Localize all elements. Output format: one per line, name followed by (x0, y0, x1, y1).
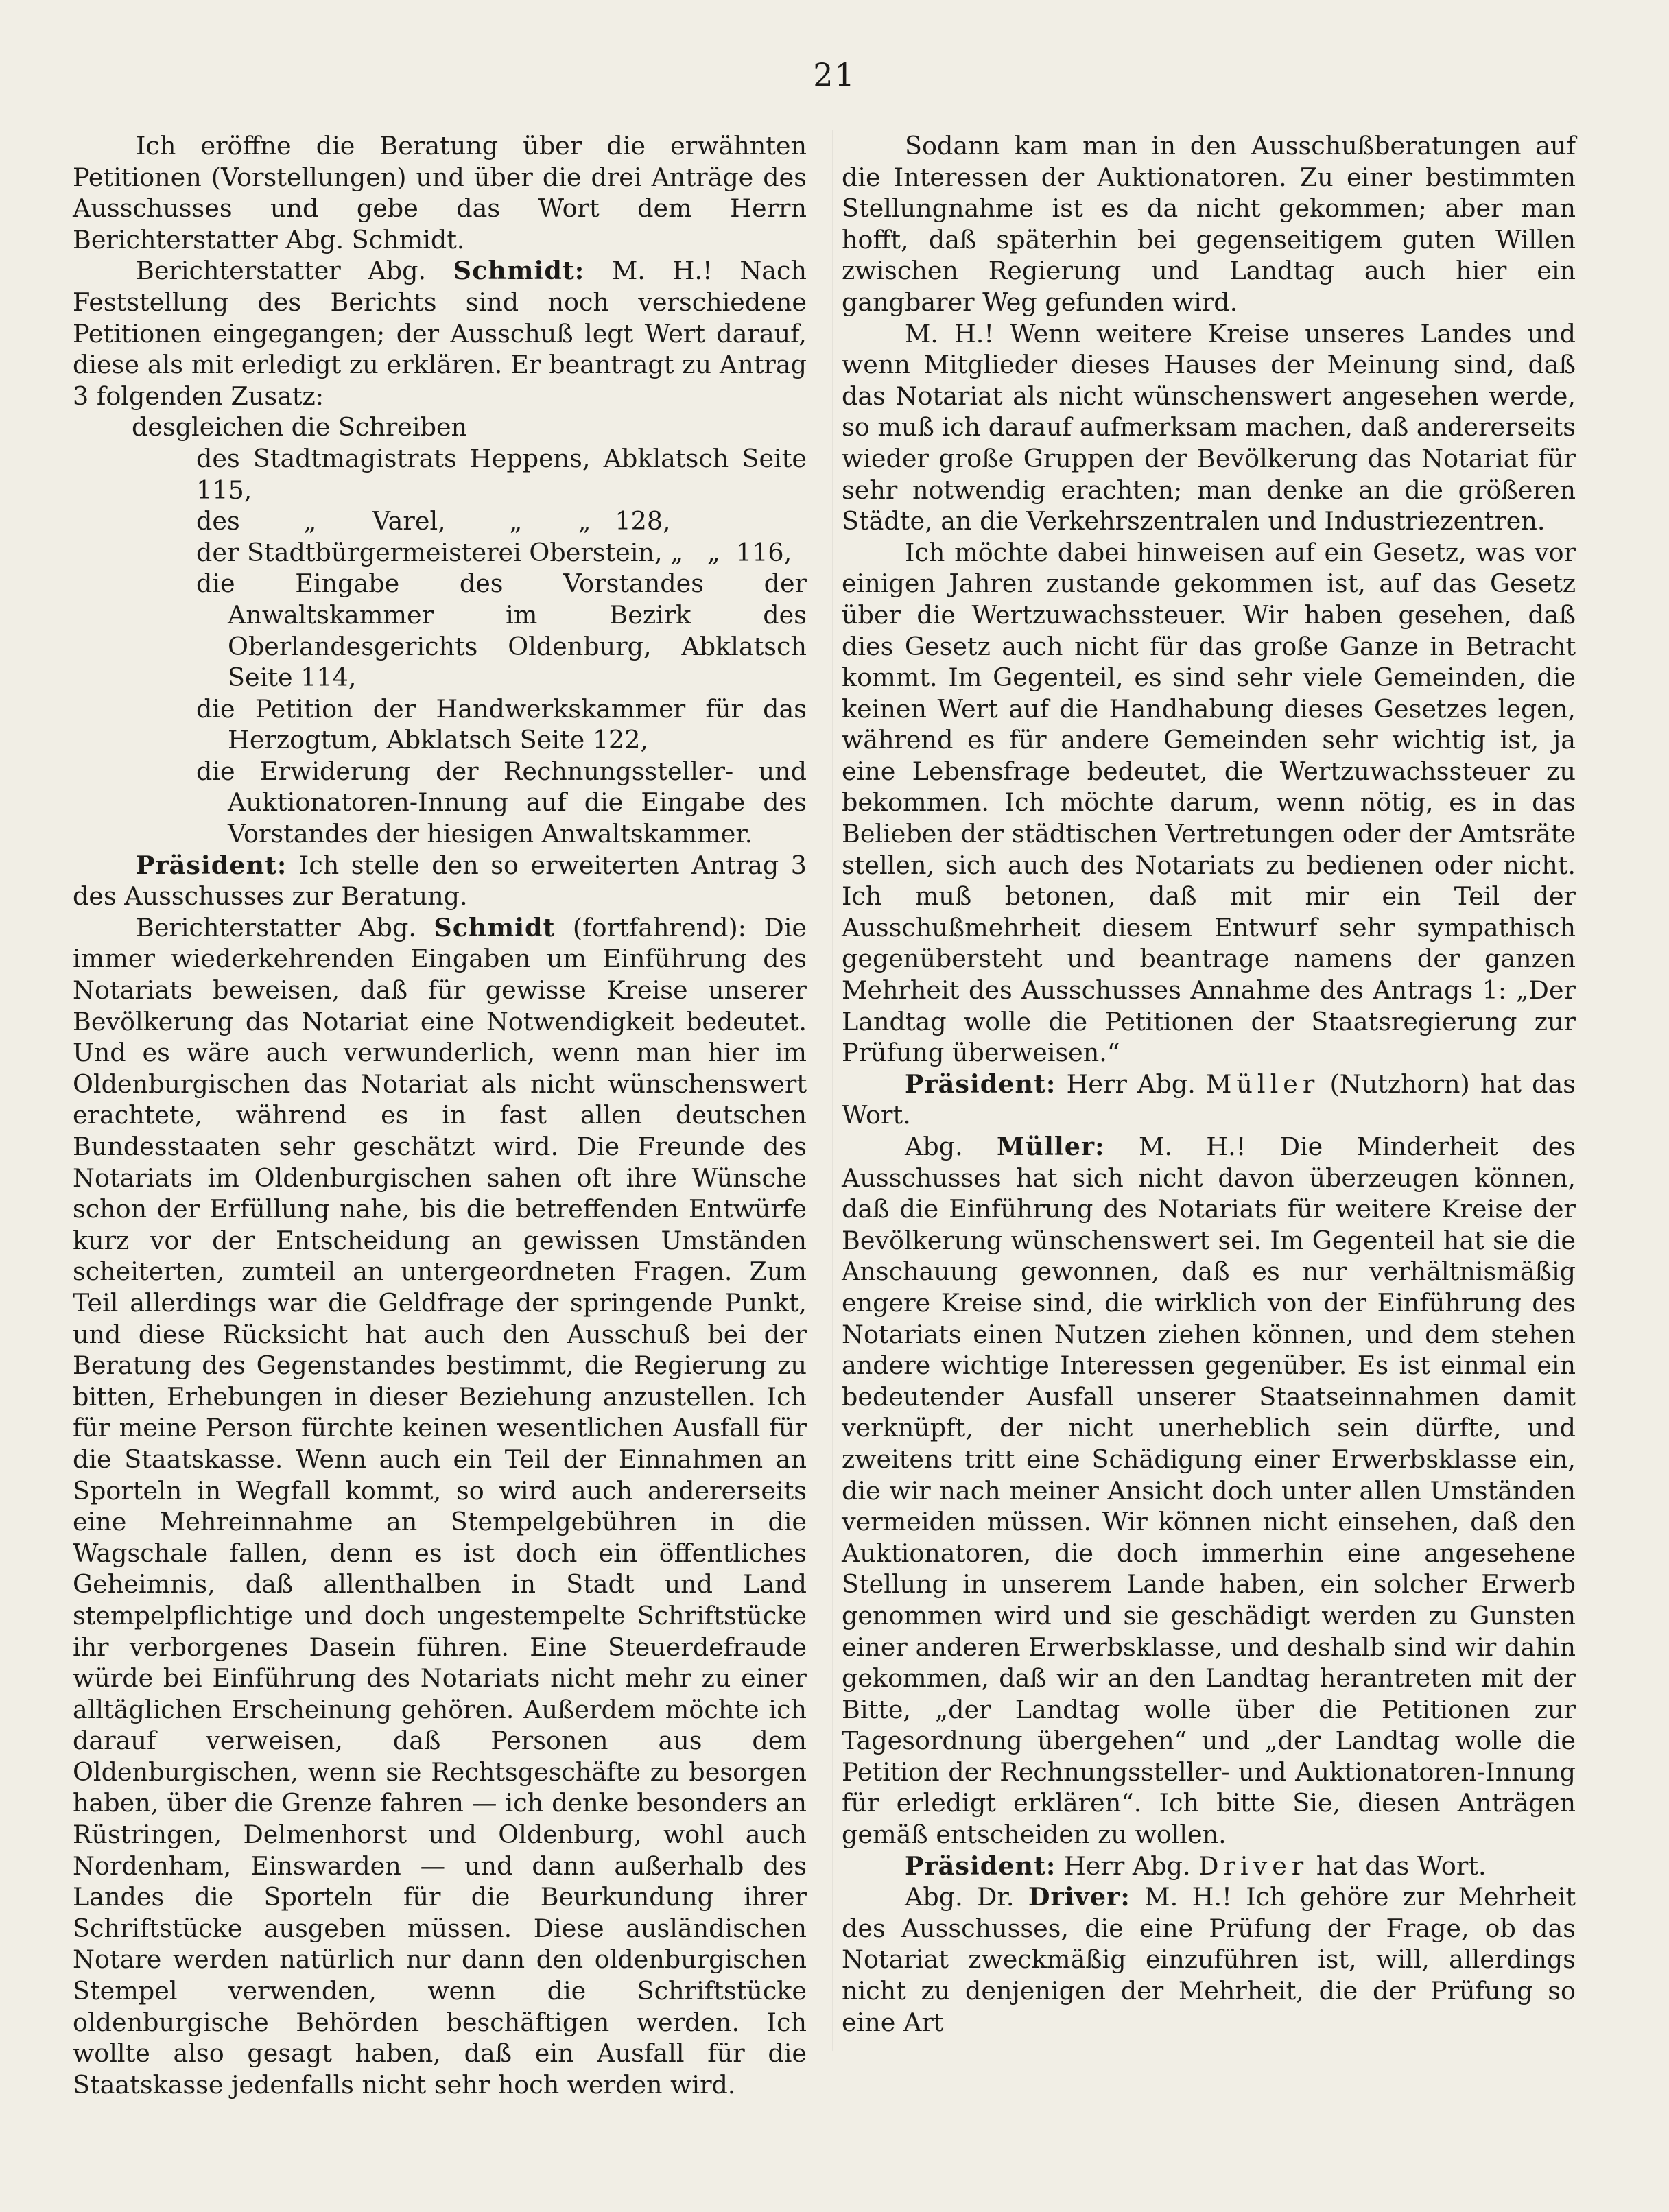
speaker-role: Berichterstatter Abg. (136, 256, 427, 286)
speaker-name: Schmidt (434, 912, 556, 942)
addendum-item: des Stadtmagistrats Heppens, Abklatsch Seite 115, (196, 443, 807, 505)
speaker-role: Berichterstatter Abg. (136, 912, 416, 942)
speaker-role: Abg. Dr. (905, 1882, 1015, 1912)
addendum-item: die Eingabe des Vorstandes der Anwaltskammer im Bezirk des Oberlandesgerichts Oldenburg, Abklatsch Seite 114, (196, 569, 807, 693)
paragraph-wertzuwachssteuer: Ich möchte dabei hinweisen auf ein Gesetz, was vor einigen Jahren zustande gekommen ist, auf das Gesetz über die Wertzuwachssteuer. Wir haben gesehen, daß dies Gesetz auch nicht für das große Ganze in Betracht kommt. Im Gegenteil, es sind sehr viele Gemeinden, die keinen Wert auf die Handhabung dieses Gesetzes legen, während es für andere Gemeinden sehr wichtig ist, ja eine Lebensfrage bedeutet, die Wertzuwachssteuer zu bekommen. Ich möchte darum, wenn nötig, es in das Belieben der städtischen Vertretungen oder der Amtsräte stellen, sich auch des Notariats zu bedienen oder nicht. Ich muß betonen, daß mit mir ein Teil der Ausschußmehrheit diesem Entwurf sehr sympathisch gegenübersteht und beantrage namens der ganzen Mehrheit des Ausschusses Annahme des Antrags 1: „Der Landtag wolle die Petitionen der Staatsregierung zur Prüfung überweisen.“ (842, 537, 1576, 1068)
paragraph-text: M. H.! Die Minderheit des Ausschusses hat sich nicht davon überzeugen können, daß die Einführung des Notariats für weitere Kreise der Bevölkerung wünschenswert sei. Im Gegenteil hat sie die Anschauung gewonnen, daß es nur verhältnismäßig engere Kreise sind, die wirklich von der Einführung des Notariats einen Nutzen ziehen können, und dem stehen andere wichtige Interessen gegenüber. Es ist einmal ein bedeutender Ausfall unserer Staatseinnahmen damit verknüpft, der nicht unerheblich sein dürfte, und zweitens tritt eine Schädigung einer Erwerbsklasse ein, die wir nach meiner Ansicht doch unter allen Umständen vermeiden müssen. Wir können nicht einsehen, daß den Auktionatoren, die doch immerhin eine angesehene Stellung in unserem Lande haben, ein solcher Erwerb genommen wird und sie geschädigt werden zu Gunsten einer anderen Erwerbsklasse, und deshalb sind wir dahin gekommen, daß wir an den Landtag herantreten mit der Bitte, „der Landtag wolle über die Petitionen zur Tagesordnung übergehen“ und „der Landtag wolle die Petition der Rechnungssteller- und Auktionatoren-Innung für erledigt erklären“. Ich bitte Sie, diesen Anträgen gemäß entscheiden zu wollen. (842, 1132, 1576, 1850)
paragraph-schmidt-addendum (73, 255, 807, 412)
paragraph-text: Ich stelle den so erweiterten Antrag 3 des Ausschusses zur Beratung. (73, 850, 807, 912)
paragraph-text: Herr Abg. (1063, 1851, 1191, 1881)
speaker-name: Präsident: (905, 1851, 1056, 1881)
member-name: Müller (1206, 1069, 1320, 1099)
paragraph-text: Herr Abg. (1066, 1069, 1196, 1099)
paragraph-president-driver (842, 1851, 1576, 1882)
paragraph-mueller-speech (842, 1131, 1576, 1851)
paragraph-driver-speech (842, 1881, 1576, 2038)
right-column (842, 130, 1576, 2038)
speaker-role: Abg. (905, 1132, 963, 1161)
speaker-name: Schmidt: (453, 256, 585, 286)
paragraph-president (73, 850, 807, 912)
column-divider (832, 130, 833, 2051)
paragraph-text: (fortfahrend): Die immer wiederkehrenden Eingaben um Einführung des Notariats beweisen, daß für gewisse Kreise unserer Bevölkerung das Notariat eine Notwendigkeit bedeutet. Und es wäre auch verwunderlich, wenn man hier im Oldenburgischen das Notariat als nicht wünschenswert erachtete, während es in fast allen deutschen Bundesstaaten sehr geschätzt wird. Die Freunde des Notariats im Oldenburgischen sahen oft ihre Wünsche schon der Erfüllung nahe, bis die betreffenden Entwürfe kurz vor der Entscheidung an gewissen Umständen scheiterten, zumteil an untergeordneten Fragen. Zum Teil allerdings war die Geldfrage der springende Punkt, und diese Rücksicht hat auch den Ausschuß bei der Beratung des Gegenstandes bestimmt, die Regierung zu bitten, Erhebungen in dieser Beziehung anzustellen. Ich für meine Person fürchte keinen wesentlichen Ausfall für die Staatskasse. Wenn auch ein Teil der Einnahmen an Sporteln in Wegfall kommt, so wird auch andererseits eine Mehreinnahme an Stempelgebühren in die Wagschale fallen, denn es ist doch ein öffentliches Geheimnis, daß allenthalben in Stadt und Land stempelpflichtige und doch ungestempelte Schriftstücke ihr verborgenes Dasein führen. Eine Steuerdefraude würde bei Einführung des Notariats nicht mehr zu einer alltäglichen Erscheinung gehören. Außerdem möchte ich darauf verweisen, daß Personen aus dem Oldenburgischen, wenn sie Rechtsgeschäfte zu besorgen haben, über die Grenze fahren — ich denke besonders an Rüstringen, Delmenhorst und Oldenburg, wohl auch Nordenham, Einswarden — und dann außerhalb des Landes die Sporteln für die Beurkundung ihrer Schriftstücke ausgeben müssen. Diese ausländischen Notare werden natürlich nur dann den oldenburgischen Stempel verwenden, wenn die Schriftstücke oldenburgische Behörden beschäftigen werden. Ich wollte also gesagt haben, daß ein Ausfall für die Staatskasse jedenfalls nicht sehr hoch werden wird. (73, 912, 807, 2100)
paragraph-opening: Ich eröffne die Beratung über die erwähnten Petitionen (Vorstellungen) und über die drei Anträge des Ausschusses und gebe das Wort dem Herrn Berichterstatter Abg. Schmidt. (73, 131, 807, 254)
speaker-name: Präsident: (905, 1069, 1056, 1099)
paragraph-text: (Nutzhorn) hat das Wort. (842, 1069, 1576, 1130)
paragraph-text: M. H.! Nach Feststellung des Berichts sind noch verschiedene Petitionen eingegangen; der Ausschuß legt Wert darauf, diese als mit erledigt zu erklären. Er beantragt zu Antrag 3 folgenden Zusatz: (73, 256, 807, 411)
paragraph-president-mueller (842, 1069, 1576, 1131)
addendum-item: die Petition der Handwerkskammer für das Herzogtum, Abklatsch Seite 122, (196, 693, 807, 755)
paragraph-schmidt-speech (73, 912, 807, 2101)
paragraph-auctioneers: Sodann kam man in den Ausschußberatungen auf die Interessen der Auktionatoren. Zu einer bestimmten Stellungnahme ist es da nicht gekommen; aber man hofft, daß späterhin bei gegenseitigem guten Willen zwischen Regierung und Landtag auch hier ein gangbarer Weg gefunden wird. (842, 131, 1576, 317)
addendum-item: der Stadtbürgermeisterei Oberstein, „ „ 116, (196, 537, 792, 567)
paragraph-text: hat das Wort. (1316, 1851, 1487, 1881)
speaker-name: Präsident: (136, 850, 287, 880)
speaker-name: Müller: (997, 1132, 1105, 1161)
page-number: 21 (813, 56, 856, 93)
speaker-name: Driver: (1028, 1882, 1131, 1912)
member-name: Driver (1198, 1851, 1309, 1881)
paragraph-text: M. H.! Ich gehöre zur Mehrheit des Ausschusses, die eine Prüfung der Frage, ob das Notariat zweckmäßig einzuführen ist, will, allerdings nicht zu denjenigen der Mehrheit, die der Prüfung so eine Art (842, 1882, 1576, 2037)
addendum-list (73, 412, 807, 849)
addendum-item: die Erwiderung der Rechnungssteller- und Auktionatoren-Innung auf die Eingabe des Vorstandes der hiesigen Anwaltskammer. (196, 756, 807, 849)
paragraph-notariat-groups: M. H.! Wenn weitere Kreise unseres Landes und wenn Mitglieder dieses Hauses der Meinung sind, daß das Notariat als nicht wünschenswert angesehen werde, so muß ich darauf aufmerksam machen, daß andererseits wieder große Gruppen der Bevölkerung das Notariat für sehr notwendig erachten; man denke an die größeren Städte, an die Verkehrszentralen und Industriezentren. (842, 318, 1576, 536)
addendum-intro: desgleichen die Schreiben (132, 412, 468, 442)
left-column (73, 130, 807, 2100)
addendum-item: des „ Varel, „ „ 128, (196, 506, 671, 536)
